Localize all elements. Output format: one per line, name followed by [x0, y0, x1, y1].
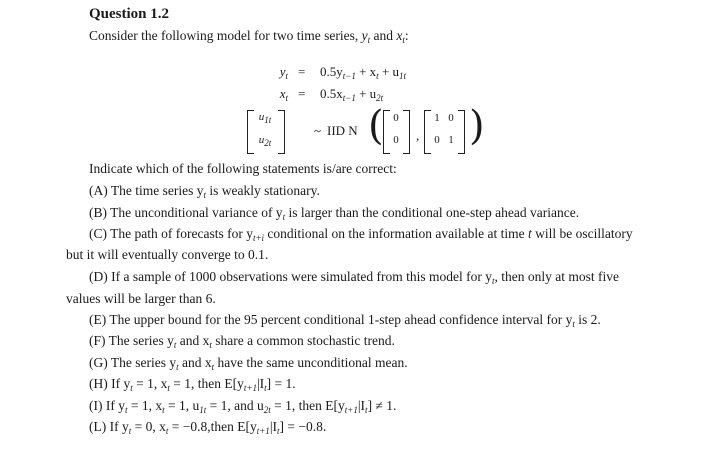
- cov-21: 0: [434, 134, 440, 146]
- eq2-equals: =: [298, 86, 306, 101]
- statement-l: (L) If $y_t = 0$, $x_t$ = −0.8,then $E[y_{t+1}|I_t] = -0.8$.: [89, 419, 327, 436]
- vector-bottom: $u_{2t}$: [258, 134, 272, 148]
- eq2-rhs: $0.5x_{t-1} + u_{2t}$: [320, 86, 384, 103]
- cov-11: 1: [434, 112, 440, 124]
- intro-y: y: [361, 28, 368, 43]
- paren-left: (: [368, 103, 384, 149]
- vector-top: $u_{1t}$: [258, 111, 272, 125]
- statement-h: (H) If $y_t = 1$, $x_t = 1$, then $E[y_{t+1}|I_t] = 1$.: [89, 376, 296, 393]
- intro-text: Consider the following model for two time series,: [89, 28, 362, 43]
- statement-f: (F) The series $y_t$ and $x_t$ share a common stochastic trend.: [89, 333, 395, 350]
- statement-c-continued: but it will eventually converge to 0.1.: [66, 247, 269, 262]
- statement-i: (I) If $y_t = 1$, $x_t = 1$, $u_{1t} = 1$, and $u_{2t} = 1$, then $E[y_{t+1}|I_t] \ne 1$.: [89, 398, 397, 415]
- mean-bracket-right: [403, 110, 410, 154]
- mean-top: 0: [393, 112, 399, 124]
- tilde-sign: ~: [314, 123, 322, 138]
- intro-x: x: [396, 28, 403, 43]
- statement-b: (B) The unconditional variance of $y_t$ is larger than the conditional one-step ahead variance.: [89, 205, 580, 222]
- question-title: Question 1.2: [89, 6, 170, 22]
- comma: ,: [416, 128, 420, 143]
- cov-12: 0: [448, 112, 454, 124]
- cov-bracket-right: [458, 110, 465, 154]
- statement-g: (G) The series $y_t$ and $x_t$ have the same unconditional mean.: [89, 355, 408, 372]
- intro-colon: :: [404, 28, 409, 43]
- eq1-rhs: $0.5y_{t-1} + x_t + u_{1t}$: [320, 64, 407, 81]
- cov-22: 1: [448, 134, 454, 146]
- statement-d: (D) If a sample of 1000 observations were simulated from this model for $y_t$, then only at most five: [89, 269, 620, 286]
- statement-e: (E) The upper bound for the 95 percent conditional 1-step ahead confidence interval for $y_t$ is 2.: [89, 312, 601, 329]
- intro-x-sub: t: [402, 35, 405, 45]
- eq1-lhs: $y_t$: [279, 64, 288, 81]
- intro-and: and: [370, 28, 397, 43]
- statement-d-continued: values will be larger than 6.: [66, 291, 216, 306]
- statement-c: (C) The path of forecasts for $y_{t+i}$ conditional on the information available at time t will be oscillatory: [89, 226, 633, 243]
- paren-right: ): [469, 103, 485, 149]
- intro-y-sub: t: [367, 35, 371, 45]
- statement-a: (A) The time series $y_t$ is weakly stationary.: [89, 183, 320, 200]
- mean-bottom: 0: [393, 134, 399, 146]
- distribution-label: IID N: [327, 123, 358, 138]
- eq2-lhs: $x_t$: [279, 86, 288, 103]
- vector-bracket-left: [247, 110, 254, 154]
- vector-bracket-right: [278, 110, 285, 154]
- eq1-equals: =: [298, 64, 306, 79]
- prompt-text: Indicate which of the following statements is/are correct:: [89, 161, 397, 176]
